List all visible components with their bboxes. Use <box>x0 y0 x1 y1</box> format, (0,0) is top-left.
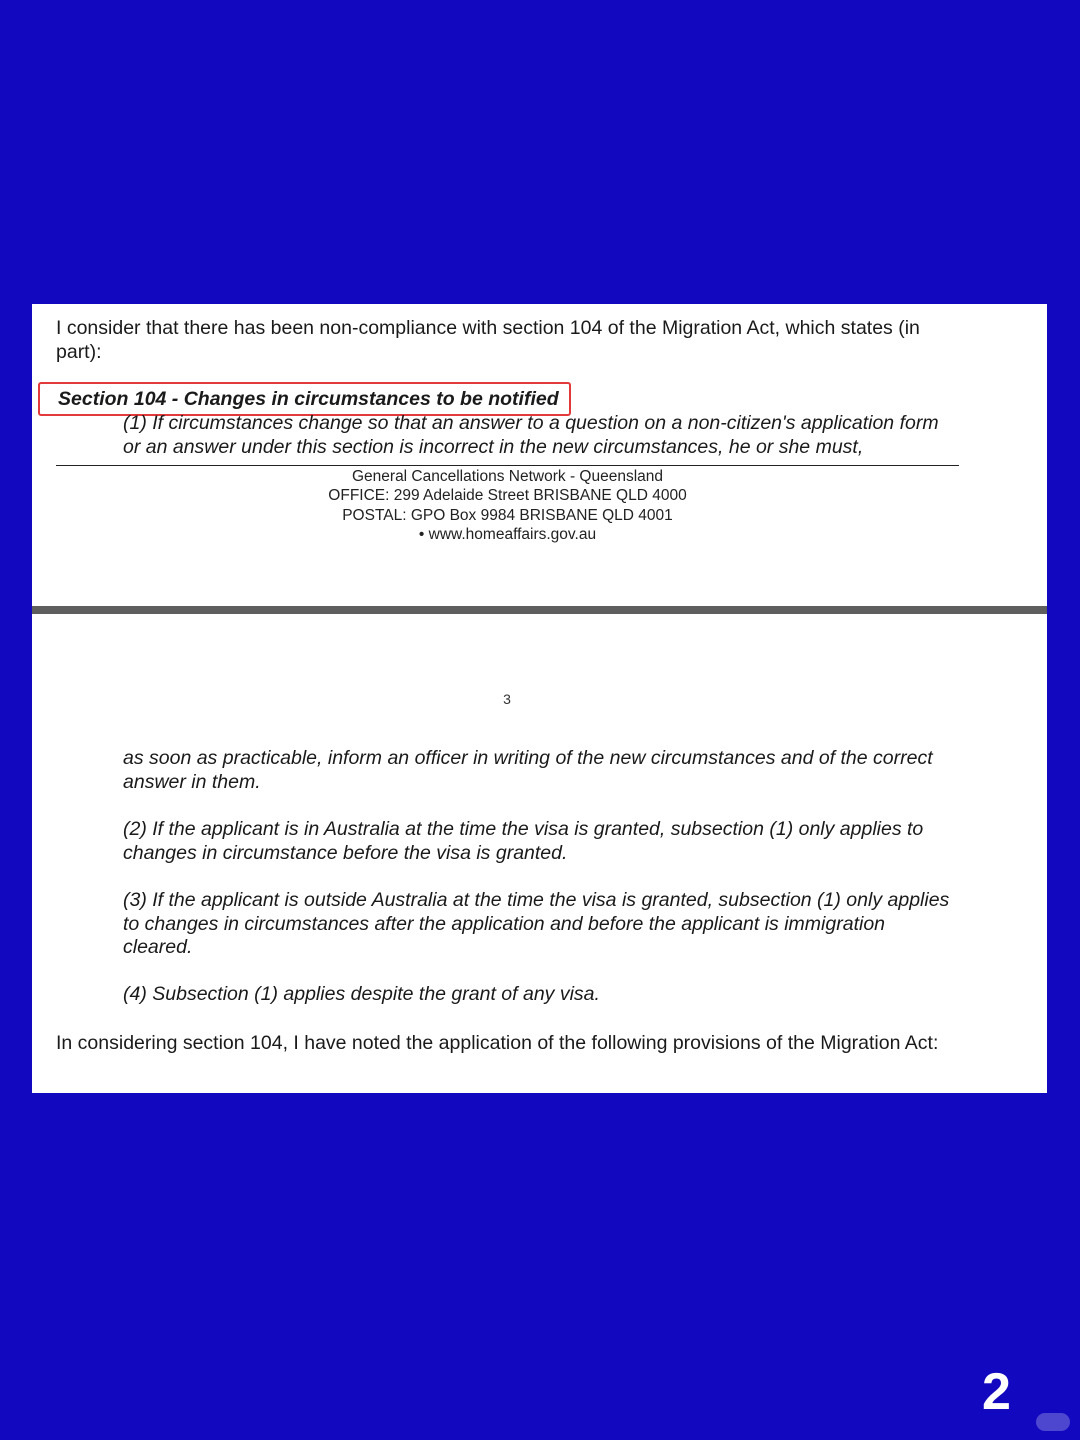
subsection-4: (4) Subsection (1) applies despite the grant of any visa. <box>123 983 600 1005</box>
page-divider <box>32 606 1047 614</box>
watermark-badge <box>1036 1413 1070 1431</box>
subsection-2: (2) If the applicant is in Australia at the time the visa is granted, subsection (1) only applies to changes in circumstance before the visa is granted. <box>123 818 924 864</box>
closing-paragraph: In considering section 104, I have noted the application of the following provisions of the Migration Act: <box>56 1032 939 1054</box>
page-number: 3 <box>503 691 511 707</box>
footer-office-address: OFFICE: 299 Adelaide Street BRISBANE QLD 4000 <box>328 487 687 505</box>
footer-rule <box>56 465 959 466</box>
footer-postal-address: POSTAL: GPO Box 9984 BRISBANE QLD 4001 <box>342 506 673 524</box>
footer-network-name: General Cancellations Network - Queensland <box>351 468 664 485</box>
subsection-1-start: (1) If circumstances change so that an answer to a question on a non-citizen's application form or an answer under this section is incorrect in the new circumstances, he or she must, <box>123 412 939 458</box>
slide-number: 2 <box>982 1363 1011 1421</box>
section-heading-highlighted: Section 104 - Changes in circumstances to be notified <box>38 382 571 416</box>
document-page-bottom <box>32 614 1047 1093</box>
document-page-top <box>32 304 1047 606</box>
letterhead-footer <box>56 467 959 544</box>
footer-website: • www.homeaffairs.gov.au <box>418 525 597 543</box>
subsection-3: (3) If the applicant is outside Australia at the time the visa is granted, subsection (1) only applies to changes in circumstances after the application and before the applicant is immigration cleared. <box>123 889 950 958</box>
intro-paragraph: I consider that there has been non-compliance with section 104 of the Migration Act, which states (in part): <box>56 317 920 363</box>
subsection-1-end: as soon as practicable, inform an officer in writing of the new circumstances and of the correct answer in them. <box>123 747 933 793</box>
